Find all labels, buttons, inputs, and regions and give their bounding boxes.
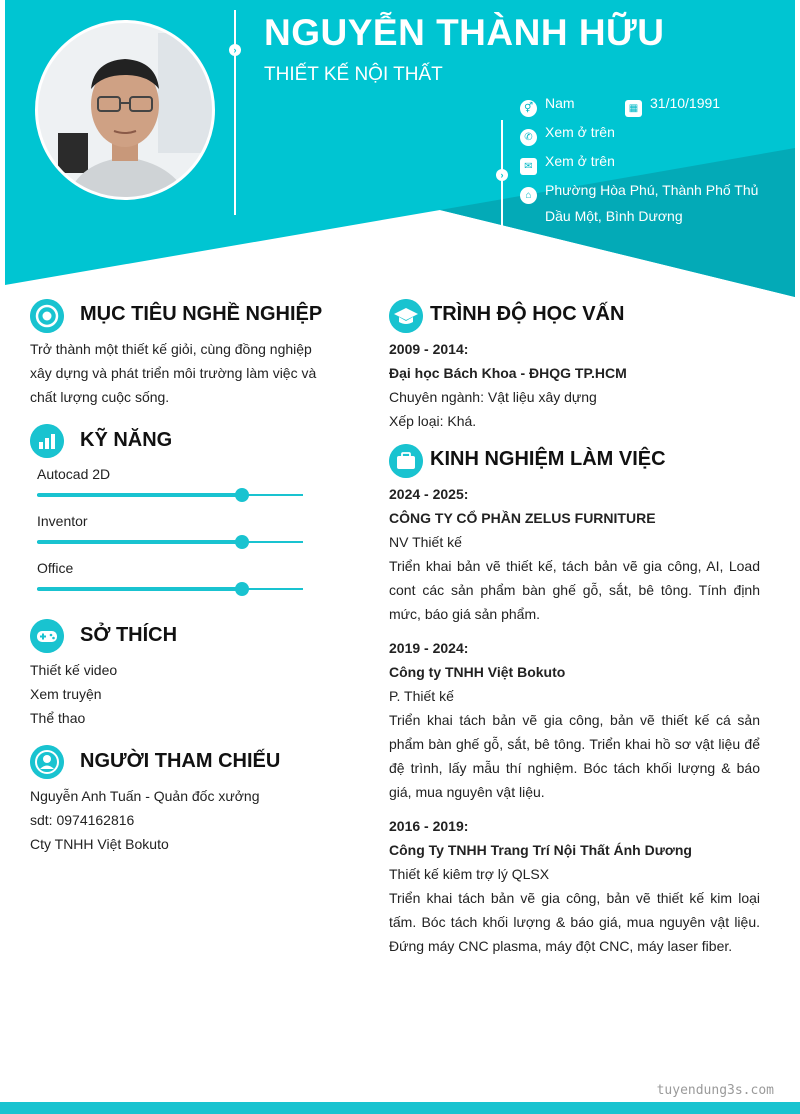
experience-item	[389, 814, 760, 958]
chevron-right-icon: ›	[229, 44, 241, 56]
email-info	[520, 149, 615, 175]
graduation-cap-icon	[389, 299, 423, 333]
user-icon	[30, 745, 64, 779]
skill-fill	[37, 540, 242, 544]
footer-bar	[0, 1102, 800, 1114]
birthday-info	[625, 91, 720, 117]
hobbies-title: SỞ THÍCH	[80, 624, 178, 646]
job-title: THIẾT KẾ NỘI THẤT	[264, 64, 443, 85]
education-school: Đại học Bách Khoa - ĐHQG TP.HCM	[389, 365, 627, 381]
skill-fill	[37, 493, 242, 497]
experience-desc-line: Đứng máy CNC plasma, máy đột CNC, máy laser fiber.	[389, 938, 733, 954]
experience-period: 2019 - 2024:	[389, 640, 469, 656]
reference-line: Nguyễn Anh Tuấn - Quản đốc xưởng	[30, 788, 260, 804]
gender-value: Nam	[545, 95, 575, 111]
bar-chart-icon	[30, 424, 64, 458]
experience-item	[389, 482, 760, 626]
hobbies-list	[30, 658, 117, 730]
education-block	[389, 337, 760, 433]
skill-knob	[235, 535, 249, 549]
gamepad-icon	[30, 619, 64, 653]
watermark: tuyendung3s.com	[656, 1083, 774, 1098]
education-title: TRÌNH ĐỘ HỌC VẤN	[430, 303, 625, 325]
skill-knob	[235, 582, 249, 596]
experience-desc-line: Triển khai tách bản vẽ gia công, bản vẽ thiết kế cá sản	[389, 712, 760, 728]
gender-icon: ⚥	[520, 100, 537, 117]
phone-info	[520, 120, 615, 146]
objective-line: chất lượng cuộc sống.	[30, 389, 170, 405]
experience-item	[389, 636, 760, 804]
hobby-item: Xem truyện	[30, 686, 102, 702]
experience-desc-line: đệ trình, lấy mẫu thí nghiệm. Bóc tách khối lượng & báo giá,	[389, 760, 760, 800]
experience-description	[389, 708, 760, 804]
experience-desc-line: báo giá sản phẩm.	[424, 606, 541, 622]
objective-title: MỤC TIÊU NGHỀ NGHIỆP	[80, 303, 323, 325]
objective-line: Trở thành một thiết kế giỏi, cùng đồng nghiệp	[30, 341, 312, 357]
address-info	[520, 178, 758, 229]
phone-value: Xem ở trên	[545, 124, 615, 140]
email-icon: ✉	[520, 158, 537, 175]
skill-bar	[37, 494, 303, 496]
avatar-illustration	[38, 23, 212, 197]
hobby-item: Thiết kế video	[30, 662, 118, 678]
experience-company: CÔNG TY CỔ PHẦN ZELUS FURNITURE	[389, 510, 656, 526]
reference-line: sdt: 0974162816	[30, 812, 135, 828]
skills-title: KỸ NĂNG	[80, 429, 173, 451]
header-divider-line	[234, 10, 236, 215]
experience-company: Công ty TNHH Việt Bokuto	[389, 664, 566, 680]
experience-period: 2024 - 2025:	[389, 486, 469, 502]
experience-role: NV Thiết kế	[389, 534, 462, 550]
home-icon: ⌂	[520, 187, 537, 204]
phone-icon: ✆	[520, 129, 537, 146]
experience-desc-line: Triển khai bản vẽ thiết kế, tách bản vẽ gia công, AI, Load	[389, 558, 760, 574]
references-text	[30, 784, 259, 856]
experience-company: Công Ty TNHH Trang Trí Nội Thất Ánh Dương	[389, 842, 692, 858]
briefcase-icon	[389, 444, 423, 478]
birthday-value: 31/10/1991	[650, 95, 721, 111]
education-grade: Xếp loại: Khá.	[389, 413, 477, 429]
hobby-item: Thể thao	[30, 710, 86, 726]
experience-desc-line: Triển khai tách bản vẽ gia công, bản vẽ thiết kế kim loại	[389, 890, 760, 906]
calendar-icon: ▦	[625, 100, 642, 117]
skill-knob	[235, 488, 249, 502]
skill-bar	[37, 541, 303, 543]
references-title: NGƯỜI THAM CHIẾU	[80, 750, 281, 772]
experience-role: Thiết kế kiêm trợ lý QLSX	[389, 866, 550, 882]
experience-description	[389, 886, 760, 958]
skill-name: Inventor	[37, 513, 88, 529]
gender-info	[520, 91, 575, 117]
chevron-right-icon: ›	[496, 169, 508, 181]
experience-period: 2016 - 2019:	[389, 818, 469, 834]
experience-desc-line: mua nguyên vật liệu.	[415, 784, 545, 800]
experience-desc-line: tấm. Bóc tách khối lượng & báo giá, mua nguyên vật liệu.	[389, 914, 760, 930]
address-line-1: Phường Hòa Phú, Thành Phố Thủ	[545, 182, 759, 198]
objective-text	[30, 337, 316, 409]
experience-title: KINH NGHIỆM LÀM VIỆC	[430, 448, 666, 470]
skill-name: Office	[37, 560, 74, 576]
objective-line: xây dựng và phát triển môi trường làm việc và	[30, 365, 317, 381]
reference-line: Cty TNHH Việt Bokuto	[30, 836, 169, 852]
target-icon	[30, 299, 64, 333]
education-major: Chuyên ngành: Vật liệu xây dựng	[389, 389, 597, 405]
candidate-name: NGUYỄN THÀNH HỮU	[264, 12, 665, 53]
experience-desc-line: cont các sản phẩm bàn ghế gỗ, sắt, bê tông. Tính định mức,	[389, 582, 760, 622]
address-line-2: Dầu Một, Bình Dương	[545, 208, 683, 224]
experience-description	[389, 554, 760, 626]
avatar	[35, 20, 215, 200]
education-period: 2009 - 2014:	[389, 341, 469, 357]
experience-role: P. Thiết kế	[389, 688, 454, 704]
skill-name: Autocad 2D	[37, 466, 111, 482]
email-value: Xem ở trên	[545, 153, 615, 169]
skill-bar	[37, 588, 303, 590]
experience-desc-line: phẩm bàn ghế gỗ, sắt, bê tông. Triển khai hồ sơ vật liệu để	[389, 736, 760, 752]
skill-fill	[37, 587, 242, 591]
